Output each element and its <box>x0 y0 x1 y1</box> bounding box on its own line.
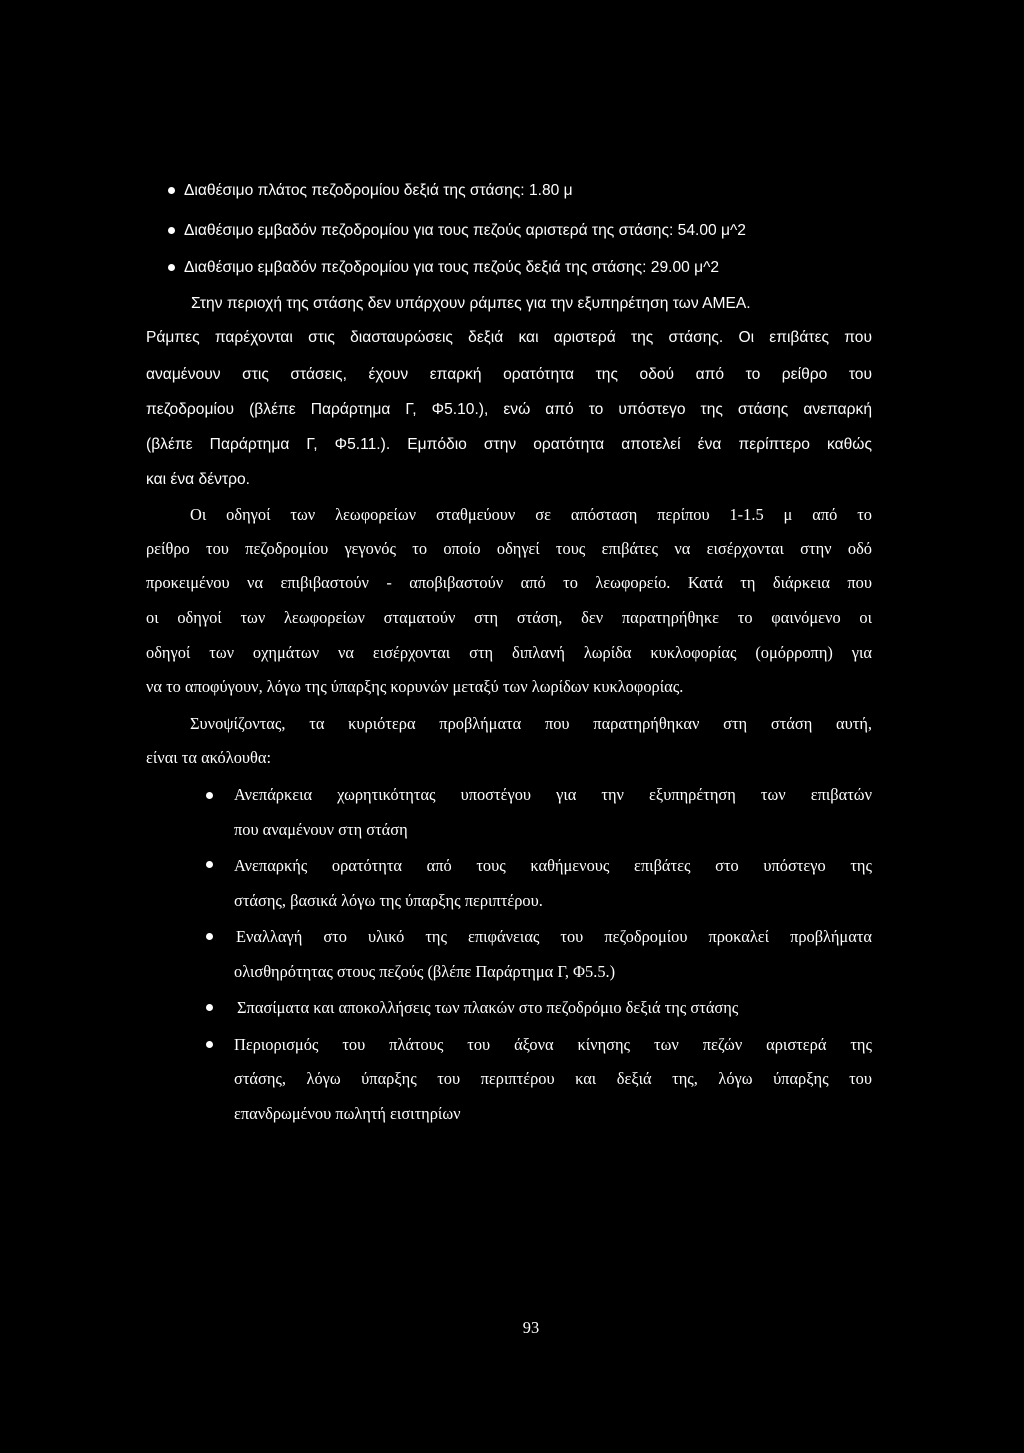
bullet-icon <box>168 227 175 234</box>
bullet-icon <box>206 1041 213 1048</box>
list-item-continuation: επανδρωμένου πωλητή εισιτηρίων <box>234 1104 461 1123</box>
paragraph-line: είναι τα ακόλουθα: <box>146 748 272 767</box>
list-item: Εναλλαγή στο υλικό της επιφάνειας του πεζοδρομίου προκαλεί προβλήματα <box>236 927 872 946</box>
list-item-continuation: στάσης, βασικά λόγω της ύπαρξης περιπτέρου. <box>234 891 543 910</box>
paragraph-line: οι οδηγοί των λεωφορείων σταματούν στη στάση, δεν παρατηρήθηκε το φαινόμενο οι <box>146 608 872 627</box>
list-item: Περιορισμός του πλάτους του άξονα κίνησης των πεζών αριστερά της <box>234 1035 872 1054</box>
bullet-icon <box>206 933 213 940</box>
paragraph-line: Συνοψίζοντας, τα κυριότερα προβλήματα που παρατηρήθηκαν στη στάση αυτή, <box>190 714 872 733</box>
paragraph-line: προκειμένου να επιβιβαστούν - αποβιβαστούν από το λεωφορείο. Κατά τη διάρκεια που <box>146 573 872 592</box>
paragraph-line: οδηγοί των οχημάτων να εισέρχονται στη διπλανή λωρίδα κυκλοφορίας (ομόρροπη) για <box>146 643 872 662</box>
list-item: Ανεπαρκής ορατότητα από τους καθήμενους επιβάτες στο υπόστεγο της <box>234 856 872 875</box>
paragraph-line: ρείθρο του πεζοδρομίου γεγονός το οποίο οδηγεί τους επιβάτες να εισέρχονται στην οδό <box>146 539 872 558</box>
bullet-icon <box>206 861 213 868</box>
page-number: 93 <box>522 1318 540 1337</box>
paragraph-line: Στην περιοχή της στάσης δεν υπάρχουν ράμπες για την εξυπηρέτηση των ΑΜΕΑ. <box>191 295 751 312</box>
bullet-icon <box>168 264 175 271</box>
list-item-continuation: ολισθηρότητας στους πεζούς (βλέπε Παράρτημα Γ, Φ5.5.) <box>234 962 616 981</box>
list-item: Διαθέσιμο εμβαδόν πεζοδρομίου για τους πεζούς δεξιά της στάσης: 29.00 μ^2 <box>184 259 720 276</box>
paragraph-line: πεζοδρομίου (βλέπε Παράρτημα Γ, Φ5.10.), ενώ από το υπόστεγο της στάσης ανεπαρκή <box>146 401 872 418</box>
paragraph-line: αναμένουν στις στάσεις, έχουν επαρκή ορατότητα της οδού από το ρείθρο του <box>146 366 872 383</box>
list-item: Ανεπάρκεια χωρητικότητας υποστέγου για την εξυπηρέτηση των επιβατών <box>234 785 872 804</box>
bullet-icon <box>168 187 175 194</box>
list-item-continuation: στάσης, λόγω ύπαρξης του περιπτέρου και δεξιά της, λόγω ύπαρξης του <box>234 1069 872 1088</box>
paragraph-line: και ένα δέντρο. <box>146 471 250 488</box>
paragraph-line: να το αποφύγουν, λόγω της ύπαρξης κορυνών μεταξύ των λωρίδων κυκλοφορίας. <box>146 677 684 696</box>
list-item-continuation: που αναμένουν στη στάση <box>234 820 408 839</box>
list-item: Διαθέσιμο πλάτος πεζοδρομίου δεξιά της στάσης: 1.80 μ <box>184 182 573 199</box>
bullet-icon <box>206 792 213 799</box>
bullet-icon <box>206 1004 213 1011</box>
list-item: Διαθέσιμο εμβαδόν πεζοδρομίου για τους πεζούς αριστερά της στάσης: 54.00 μ^2 <box>184 222 746 239</box>
paragraph-line: Οι οδηγοί των λεωφορείων σταθμεύουν σε απόσταση περίπου 1-1.5 μ από το <box>190 505 872 524</box>
paragraph-line: (βλέπε Παράρτημα Γ, Φ5.11.). Εμπόδιο στην ορατότητα αποτελεί ένα περίπτερο καθώς <box>146 436 872 453</box>
paragraph-line: Ράμπες παρέχονται στις διασταυρώσεις δεξιά και αριστερά της στάσης. Οι επιβάτες που <box>146 329 872 346</box>
list-item: Σπασίματα και αποκολλήσεις των πλακών στο πεζοδρόμιο δεξιά της στάσης <box>237 998 739 1017</box>
